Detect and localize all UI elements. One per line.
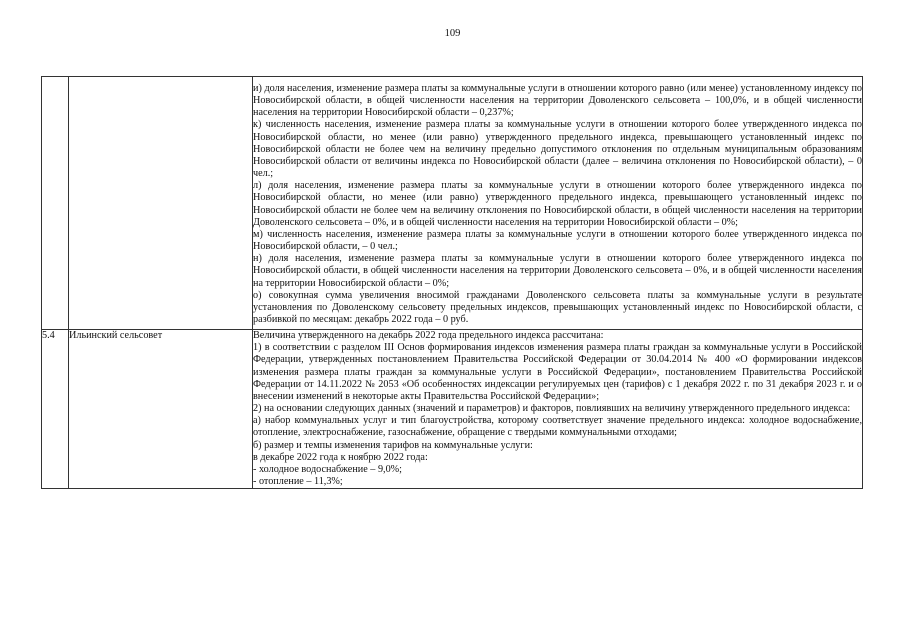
paragraph-a: а) набор коммунальных услуг и тип благоустройства, которому соответствует значение предельного индекса: холодное водоснабжение, отопление, электроснабжение, газоснабжение, обращение с твердыми коммунальными отходами; xyxy=(253,415,862,439)
table-row xyxy=(42,77,863,330)
paragraph-o: о) совокупная сумма увеличения вносимой гражданами Доволенского сельсовета платы за коммунальные услуги в результате установления по Доволенскому сельсовету предельных индексов, превышающих установленный индекс по Новосибирской области, с разбивкой по месяцам: декабрь 2022 года – 0 руб. xyxy=(253,289,862,325)
paragraph-k: к) численность населения, изменение размера платы за коммунальные услуги в отношении которого более утвержденного индекса по Новосибирской области, но менее (или равно) утвержденного предельного индекса, превышающего установленный индекс по Новосибирской области не более чем на величину предельно допустимого отклонения по отдельным муниципальным образованиям Новосибирской области от величины индекса по Новосибирской области (далее – величина отклонения по Новосибирской области), – 0 чел.; xyxy=(253,119,862,180)
row-text-cell xyxy=(253,330,863,489)
row-text-cell xyxy=(253,77,863,330)
paragraph-2: 2) на основании следующих данных (значений и параметров) и факторов, повлиявших на величину утвержденного предельного индекса: xyxy=(253,403,851,415)
paragraph-i: и) доля населения, изменение размера платы за коммунальные услуги в отношении которого равно (или менее) установленному индексу по Новосибирской области, в общей численности населения на территории Доволенского сельсовета – 100,0%, и в общей численности населения на территории Новосибирской области – 0,237%; xyxy=(253,83,862,119)
page-number: 109 xyxy=(444,28,461,39)
paragraph-1: 1) в соответствии с разделом III Основ формирования индексов изменения размера платы граждан за коммунальные услуги в Российской Федерации, утвержденных постановлением Правительства Российской Федерации от 30.04.2014 № 400 «О формировании индексов изменения размера платы граждан за коммунальные услуги в Российской Федерации», постановлением Правительства Российской Федерации от 14.11.2022 № 2053 «Об особенностях индексации регулируемых цен (тарифов) с 1 декабря 2022 г. по 31 декабря 2023 г. и о внесении изменений в некоторые акты Правительства Российской Федерации»; xyxy=(253,342,862,402)
paragraph-b: б) размер и темпы изменения тарифов на коммунальные услуги: xyxy=(253,439,533,451)
paragraph-period: в декабре 2022 года к ноябрю 2022 года: xyxy=(253,451,428,463)
row-number-cell xyxy=(42,77,69,330)
paragraph-heating: - отопление – 11,3%; xyxy=(253,476,343,487)
table-row xyxy=(42,330,863,489)
row-number-cell: 5.4 xyxy=(42,330,69,489)
paragraph-m: м) численность населения, изменение размера платы за коммунальные услуги в отношении которого более утвержденного индекса по Новосибирской области, – 0 чел.; xyxy=(253,228,862,253)
row-name-cell: Ильинский сельсовет xyxy=(69,330,253,489)
paragraph-l: л) доля населения, изменение размера платы за коммунальные услуги в отношении которого более утвержденного индекса по Новосибирской области, но менее (или равно) утвержденного предельного индекса, превышающего установленный индекс по Новосибирской области не более чем на величину отклонения по Новосибирской области, в общей численности населения на территории Доволенского сельсовета – 0%, и в общей численности населения на территории Новосибирской области – 0%; xyxy=(253,180,862,228)
paragraph-cold-water: - холодное водоснабжение – 9,0%; xyxy=(253,463,402,475)
paragraph-intro: Величина утвержденного на декабрь 2022 года предельного индекса рассчитана: xyxy=(253,330,604,342)
paragraph-n: н) доля населения, изменение размера платы за коммунальные услуги в отношении которого более утвержденного индекса по Новосибирской области, в общей численности населения на территории Доволенского сельсовета – 0%, и в общей численности населения на территории Новосибирской области – 0%; xyxy=(253,253,862,289)
row-name-cell xyxy=(69,77,253,330)
document-table xyxy=(41,76,863,489)
